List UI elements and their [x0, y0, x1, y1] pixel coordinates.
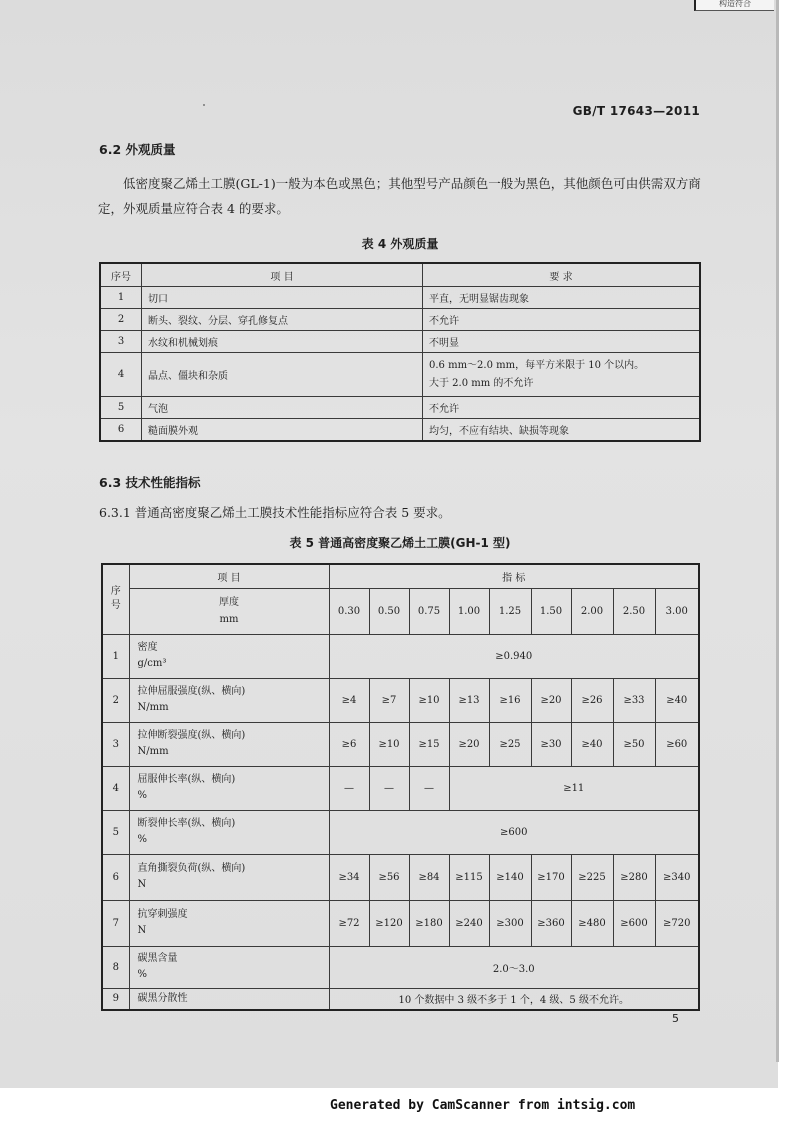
table5-cell-value: ≥225 [571, 854, 613, 900]
table5-gh1-performance [101, 563, 700, 1011]
table5-thickness-cell: 0.50 [369, 588, 409, 634]
table5-item-name: 拉伸断裂强度(纵、横向) [137, 730, 246, 741]
table5-cell-no: 2 [102, 678, 129, 722]
table5-cell-value: ≥6 [329, 722, 369, 766]
table-row [102, 766, 699, 810]
table-row [102, 900, 699, 946]
table5-cell-value: ≥7 [369, 678, 409, 722]
table5-cell-value: ≥115 [449, 854, 489, 900]
table5-item-name: 直角撕裂负荷(纵、横向) [137, 863, 246, 874]
table5-thickness-label-text: 厚度 [219, 597, 239, 608]
table4-cell-req: 均匀，不应有结块、缺损等现象 [423, 419, 701, 441]
table4-header-row [100, 263, 700, 287]
table-row [100, 353, 700, 397]
table5-cell-value: ≥15 [409, 722, 449, 766]
scanner-footer: Generated by CamScanner from intsig.com [330, 1098, 636, 1113]
scan-speck [203, 104, 205, 106]
section-6-3-heading: 6.3 技术性能指标 [99, 475, 201, 490]
table5-cell-value: ≥34 [329, 854, 369, 900]
section-6-2-paragraph: 低密度聚乙烯土工膜(GL-1)一般为本色或黑色；其他型号产品颜色一般为黑色，其他颜色可由供需双方商定，外观质量应符合表 4 的要求。 [98, 176, 701, 216]
table5-header-item: 项 目 [129, 564, 329, 588]
table5-cell-no: 1 [102, 634, 129, 678]
table4-cell-req: 不允许 [423, 397, 701, 419]
table5-item-unit: % [137, 834, 148, 845]
table4-cell-no: 2 [100, 309, 142, 331]
table-row [102, 946, 699, 988]
table5-thickness-cell: 0.30 [329, 588, 369, 634]
table4-cell-no: 4 [100, 353, 142, 397]
table5-cell-item [129, 900, 329, 946]
table5-cell-span: 2.0～3.0 [329, 946, 699, 988]
table5-item-name: 拉伸屈服强度(纵、横向) [137, 686, 246, 697]
table5-cell-item [129, 678, 329, 722]
table5-cell-value: ≥4 [329, 678, 369, 722]
table-row [100, 397, 700, 419]
table5-thickness-unit: mm [219, 614, 239, 625]
table5-cell-item [129, 766, 329, 810]
table4-cell-item: 断头、裂纹、分层、穿孔修复点 [142, 309, 423, 331]
section-6-2-heading: 6.2 外观质量 [99, 142, 176, 157]
table5-cell-no: 5 [102, 810, 129, 854]
table5-thickness-cell: 2.00 [571, 588, 613, 634]
page-number: 5 [672, 1012, 679, 1025]
table5-cell-item [129, 988, 329, 1010]
table-row [102, 678, 699, 722]
table5-cell-no: 7 [102, 900, 129, 946]
table5-cell-value: ≥60 [655, 722, 699, 766]
table5-thickness-cell: 2.50 [613, 588, 655, 634]
table5-thickness-cell: 1.00 [449, 588, 489, 634]
table5-item-unit: N/mm [137, 702, 169, 713]
table5-thickness-cell: 3.00 [655, 588, 699, 634]
table4-cell-req: 不明显 [423, 331, 701, 353]
table5-cell-value: ≥33 [613, 678, 655, 722]
table4-header-no: 序号 [100, 263, 142, 287]
table5-cell-span: ≥600 [329, 810, 699, 854]
table5-cell-value: ≥26 [571, 678, 613, 722]
table4-cell-req: 平直，无明显锯齿现象 [423, 287, 701, 309]
table4-cell-no: 3 [100, 331, 142, 353]
table5-cell-span: ≥0.940 [329, 634, 699, 678]
table5-cell-value: ≥10 [409, 678, 449, 722]
table5-cell-value: ≥170 [531, 854, 571, 900]
table5-header-no-text: 序号 [110, 586, 121, 612]
table5-caption: 表 5 普通高密度聚乙烯土工膜(GH-1 型) [289, 536, 511, 550]
table5-cell-value: ≥13 [449, 678, 489, 722]
table5-cell-value: ≥40 [571, 722, 613, 766]
table4-cell-req [423, 353, 701, 397]
table5-cell-no: 9 [102, 988, 129, 1010]
table5-cell-value: — [329, 766, 369, 810]
table5-cell-no: 8 [102, 946, 129, 988]
table5-item-name: 屈服伸长率(纵、横向) [137, 774, 236, 785]
table4-header-req: 要 求 [423, 263, 701, 287]
table5-cell-value: ≥340 [655, 854, 699, 900]
table5-header-row-2 [102, 588, 699, 634]
table5-cell-item [129, 634, 329, 678]
table5-cell-value: ≥25 [489, 722, 531, 766]
corner-tab: 构造符合 [694, 0, 774, 11]
table5-cell-no: 3 [102, 722, 129, 766]
table5-item-name: 碳黑分散性 [137, 992, 188, 1004]
table5-cell-item [129, 722, 329, 766]
table5-cell-value: ≥40 [655, 678, 699, 722]
table5-cell-value: ≥30 [531, 722, 571, 766]
table5-cell-value: ≥16 [489, 678, 531, 722]
table4-cell-no: 6 [100, 419, 142, 441]
table4-cell-req: 不允许 [423, 309, 701, 331]
table5-cell-span: 10 个数据中 3 级不多于 1 个，4 级、5 级不允许。 [329, 988, 699, 1010]
table5-header-no [102, 564, 129, 634]
table5-item-unit: % [137, 969, 148, 980]
table5-cell-item [129, 810, 329, 854]
section-6-3-1-text: 6.3.1 普通高密度聚乙烯土工膜技术性能指标应符合表 5 要求。 [99, 505, 451, 520]
table5-thickness-label [129, 588, 329, 634]
table-row [102, 634, 699, 678]
table-row [102, 988, 699, 1010]
table4-cell-item: 晶点、僵块和杂质 [142, 353, 423, 397]
table5-cell-value: ≥72 [329, 900, 369, 946]
table5-cell-value: ≥50 [613, 722, 655, 766]
table4-appearance-quality [99, 262, 701, 442]
table-row [102, 854, 699, 900]
table5-cell-value: ≥720 [655, 900, 699, 946]
table4-cell-item: 气泡 [142, 397, 423, 419]
table-row [100, 419, 700, 441]
table5-item-unit: g/cm³ [137, 658, 167, 669]
table5-item-unit: N/mm [137, 746, 169, 757]
table4-req-line2: 大于 2.0 mm 的不允许 [429, 377, 534, 389]
table4-caption: 表 4 外观质量 [361, 237, 439, 251]
table5-cell-span: ≥11 [449, 766, 699, 810]
table4-req-line1: 0.6 mm～2.0 mm，每平方米限于 10 个以内。 [429, 359, 645, 371]
table5-body [102, 634, 699, 1010]
table5-cell-item [129, 854, 329, 900]
table-row [100, 309, 700, 331]
table5-item-name: 抗穿刺强度 [137, 909, 188, 920]
table5-cell-value: ≥240 [449, 900, 489, 946]
table5-cell-value: ≥20 [449, 722, 489, 766]
standard-code: GB/T 17643—2011 [572, 104, 700, 118]
table5-item-name: 断裂伸长率(纵、横向) [137, 818, 236, 829]
table5-cell-item [129, 946, 329, 988]
table5-thickness-cell: 0.75 [409, 588, 449, 634]
table5-header-row-1 [102, 564, 699, 588]
table5-cell-value: ≥10 [369, 722, 409, 766]
table5-thickness-cell: 1.50 [531, 588, 571, 634]
page-edge-shadow [776, 0, 779, 1062]
table5-cell-value: ≥180 [409, 900, 449, 946]
table-row [100, 287, 700, 309]
table5-cell-value: ≥300 [489, 900, 531, 946]
table-row [100, 331, 700, 353]
table5-cell-no: 4 [102, 766, 129, 810]
table4-cell-no: 1 [100, 287, 142, 309]
table5-cell-value: — [369, 766, 409, 810]
table5-cell-value: ≥56 [369, 854, 409, 900]
table5-item-name: 碳黑含量 [137, 953, 178, 964]
table5-item-unit: % [137, 790, 148, 801]
table5-item-unit: N [137, 925, 147, 936]
table5-cell-value: ≥280 [613, 854, 655, 900]
table5-cell-no: 6 [102, 854, 129, 900]
table5-cell-value: ≥140 [489, 854, 531, 900]
table5-thickness-cell: 1.25 [489, 588, 531, 634]
table5-cell-value: — [409, 766, 449, 810]
table5-cell-value: ≥120 [369, 900, 409, 946]
table5-cell-value: ≥84 [409, 854, 449, 900]
table5-cell-value: ≥360 [531, 900, 571, 946]
table5-cell-value: ≥600 [613, 900, 655, 946]
table5-cell-value: ≥20 [531, 678, 571, 722]
table5-item-unit: N [137, 879, 147, 890]
table5-header-index: 指 标 [329, 564, 699, 588]
table-row [102, 722, 699, 766]
table4-header-item: 项 目 [142, 263, 423, 287]
table4-cell-item: 糙面膜外观 [142, 419, 423, 441]
table4-cell-item: 切口 [142, 287, 423, 309]
table-row [102, 810, 699, 854]
table5-cell-value: ≥480 [571, 900, 613, 946]
table4-cell-no: 5 [100, 397, 142, 419]
table4-cell-item: 水纹和机械划痕 [142, 331, 423, 353]
table5-item-name: 密度 [137, 642, 158, 653]
